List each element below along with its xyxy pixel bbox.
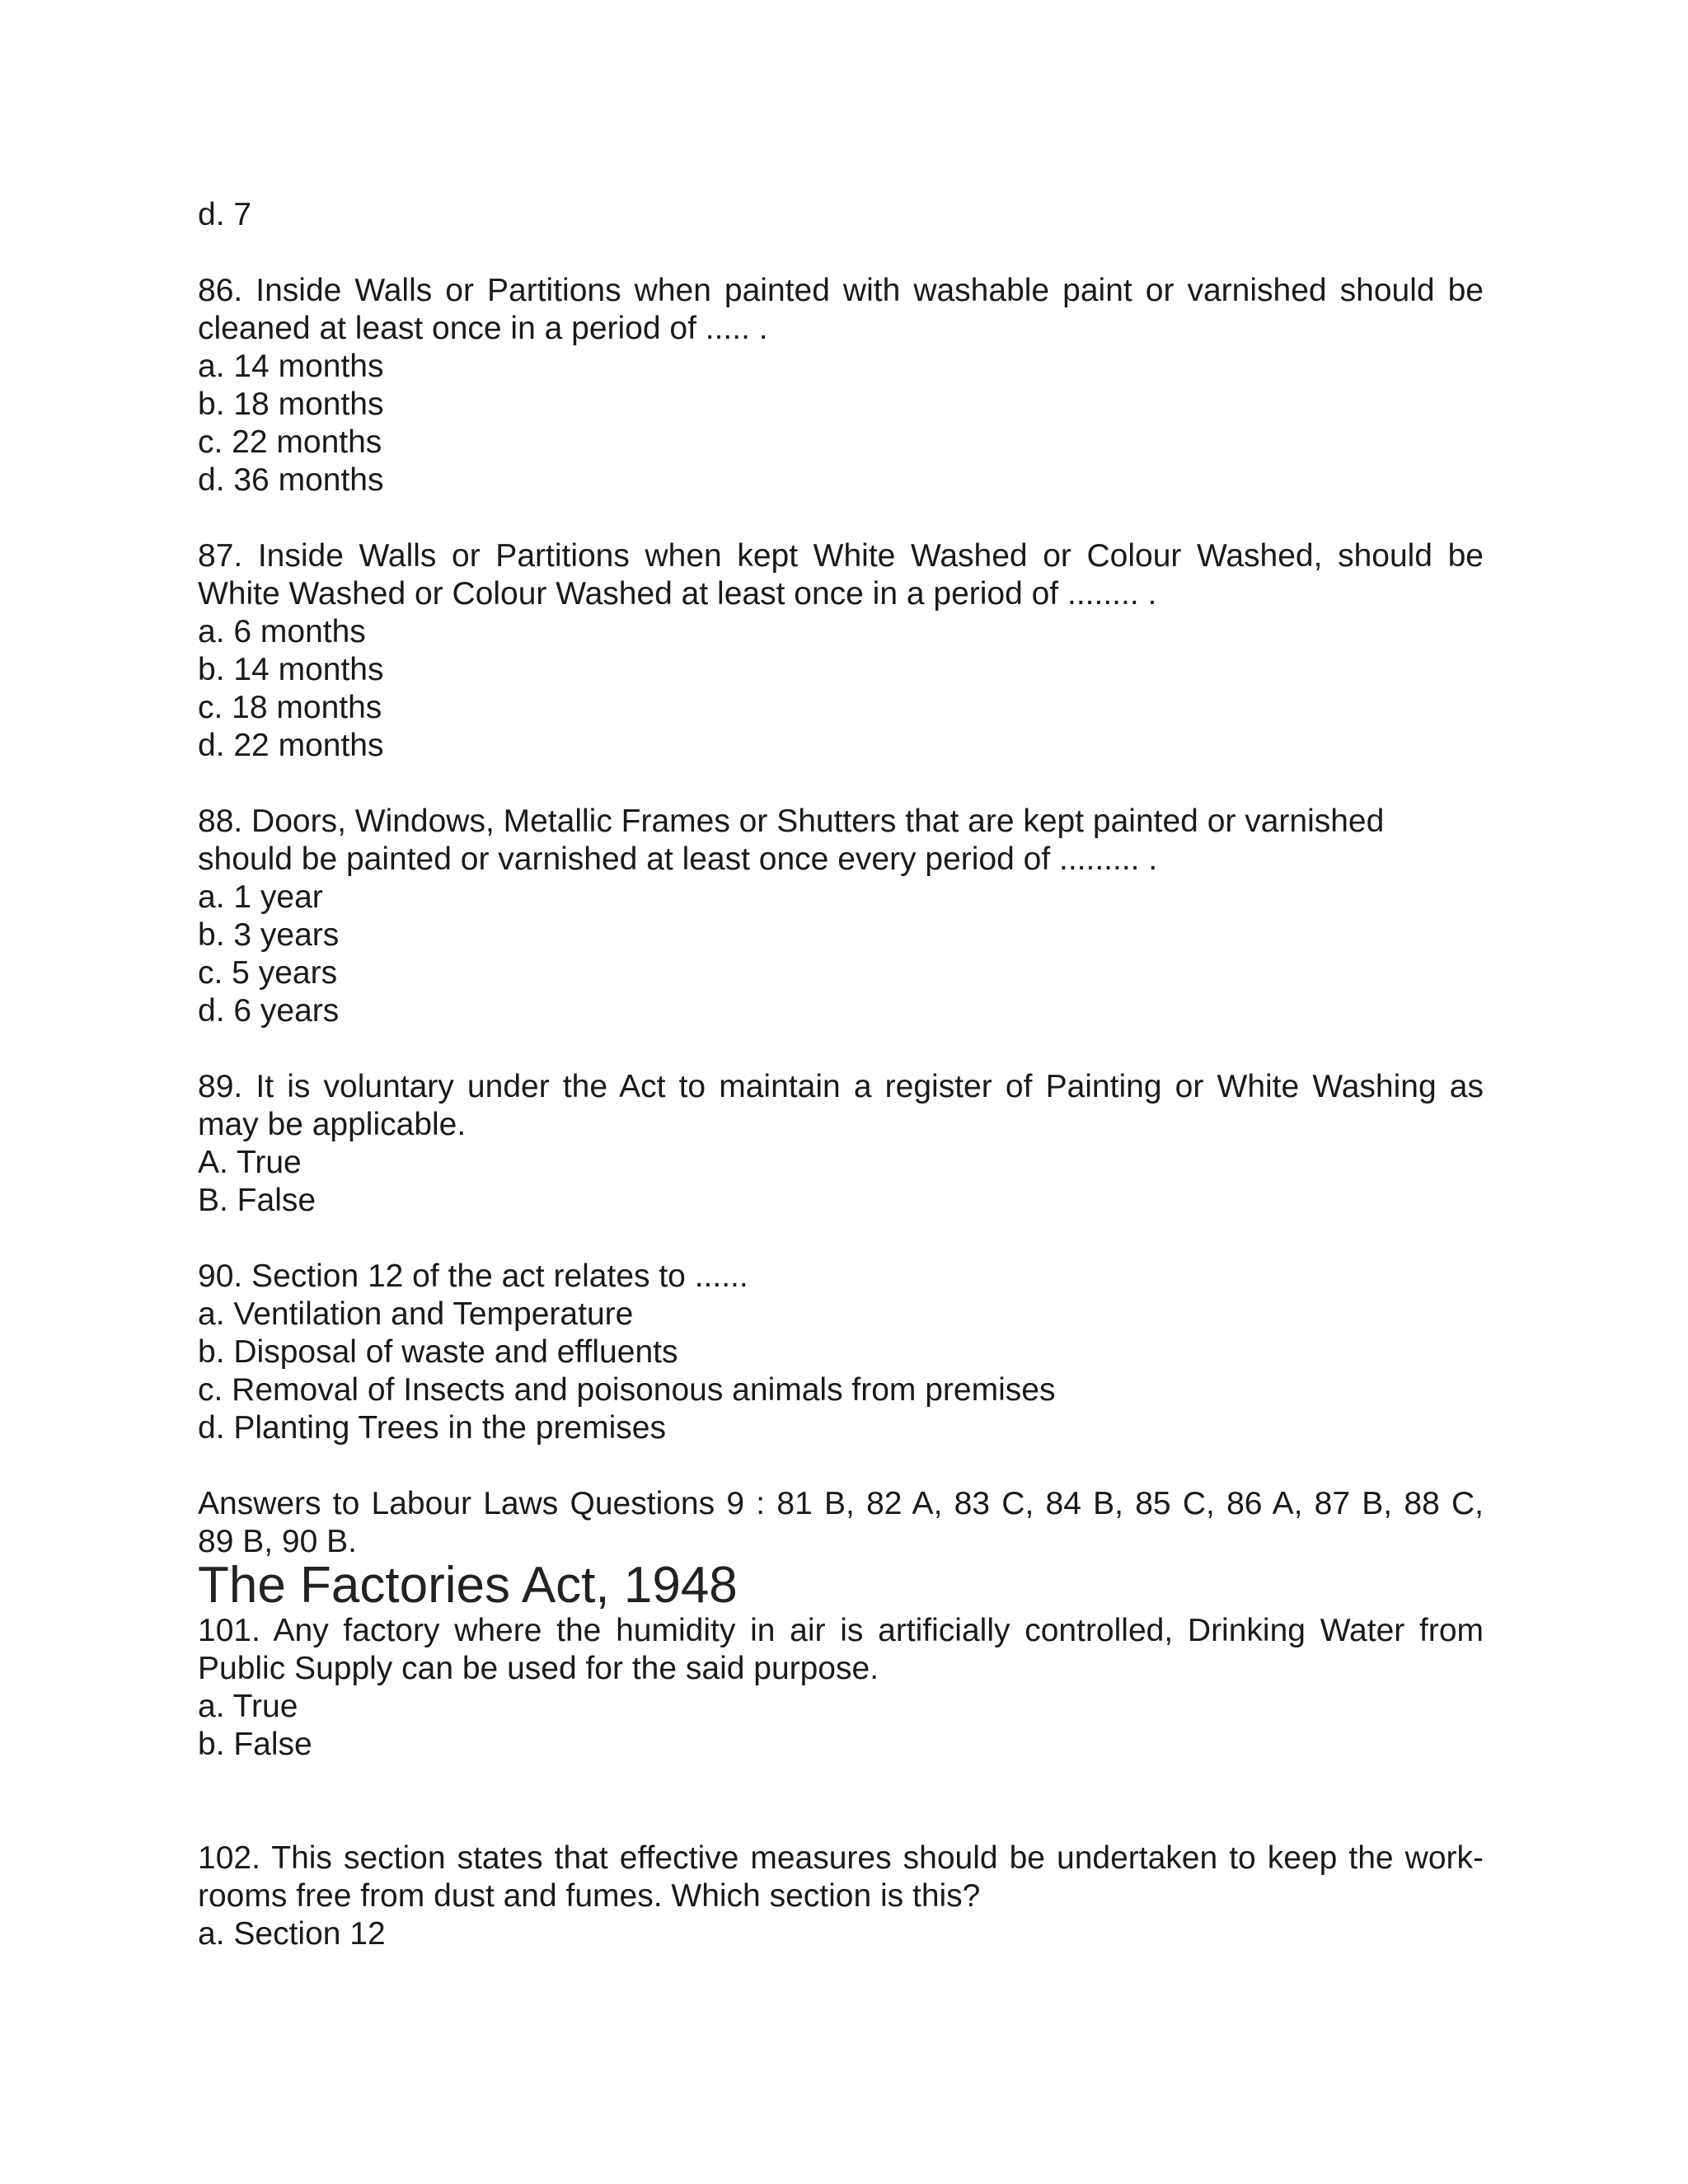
question-86 [198, 272, 1484, 499]
option-a: a. True [198, 1689, 298, 1724]
question-text: 102. This section states that effective measures should be undertaken to keep the work- [198, 1840, 1484, 1876]
option-d: d. 22 months [198, 728, 384, 763]
option-a: a. 6 months [198, 614, 366, 649]
question-text: 88. Doors, Windows, Metallic Frames or Shutters that are kept painted or varnished [198, 804, 1385, 839]
option-b: b. 3 years [198, 917, 340, 953]
question-text: 101. Any factory where the humidity in air is artificially controlled, Drinking Water from [198, 1613, 1484, 1648]
page-content [198, 196, 1484, 1953]
option-d: d. Planting Trees in the premises [198, 1410, 666, 1446]
question-102 [198, 1840, 1484, 1953]
question-text: 90. Section 12 of the act relates to ...... [198, 1258, 748, 1294]
question-90 [198, 1258, 1484, 1447]
question-88 [198, 803, 1484, 1030]
question-text: 89. It is voluntary under the Act to maintain a register of Painting or White Washing as [198, 1069, 1484, 1104]
question-text: cleaned at least once in a period of ..... . [198, 311, 768, 346]
spacer [198, 1764, 1484, 1840]
option-text: d. 7 [198, 197, 252, 232]
question-text: 87. Inside Walls or Partitions when kept White Washed or Colour Washed, should be [198, 538, 1484, 574]
option-a: a. 14 months [198, 349, 384, 384]
question-89 [198, 1068, 1484, 1220]
question-text: 86. Inside Walls or Partitions when painted with washable paint or varnished should be [198, 273, 1484, 308]
option-a: A. True [198, 1145, 302, 1180]
option-c: c. 5 years [198, 955, 338, 991]
option-a: a. Section 12 [198, 1916, 386, 1952]
question-101 [198, 1612, 1484, 1764]
answer-key [198, 1485, 1484, 1561]
option-b: b. 18 months [198, 387, 384, 422]
question-text: rooms free from dust and fumes. Which section is this? [198, 1878, 981, 1914]
option-a: a. 1 year [198, 879, 323, 915]
answer-key-text: Answers to Labour Laws Questions 9 : 81 B, 82 A, 83 C, 84 B, 85 C, 86 A, 87 B, 88 C, [198, 1486, 1484, 1521]
option-b: b. 14 months [198, 652, 384, 687]
option-c: c. 22 months [198, 424, 382, 460]
question-text: may be applicable. [198, 1107, 467, 1142]
option-d: d. 6 years [198, 993, 340, 1029]
option-b: b. False [198, 1727, 312, 1762]
option-b: B. False [198, 1183, 316, 1218]
option-c: c. 18 months [198, 690, 382, 725]
question-text: should be painted or varnished at least once every period of ......... . [198, 841, 1158, 877]
question-text: White Washed or Colour Washed at least once in a period of ........ . [198, 576, 1157, 612]
option-b: b. Disposal of waste and effluents [198, 1334, 678, 1370]
question-text: Public Supply can be used for the said purpose. [198, 1651, 879, 1686]
question-87 [198, 537, 1484, 765]
section-heading: The Factories Act, 1948 [198, 1557, 738, 1614]
option-d: d. 36 months [198, 462, 384, 498]
option-a: a. Ventilation and Temperature [198, 1296, 634, 1332]
option-c: c. Removal of Insects and poisonous animals from premises [198, 1372, 1056, 1408]
answer-key-text: 89 B, 90 B. [198, 1524, 357, 1559]
top-fragment-block [198, 196, 1484, 234]
